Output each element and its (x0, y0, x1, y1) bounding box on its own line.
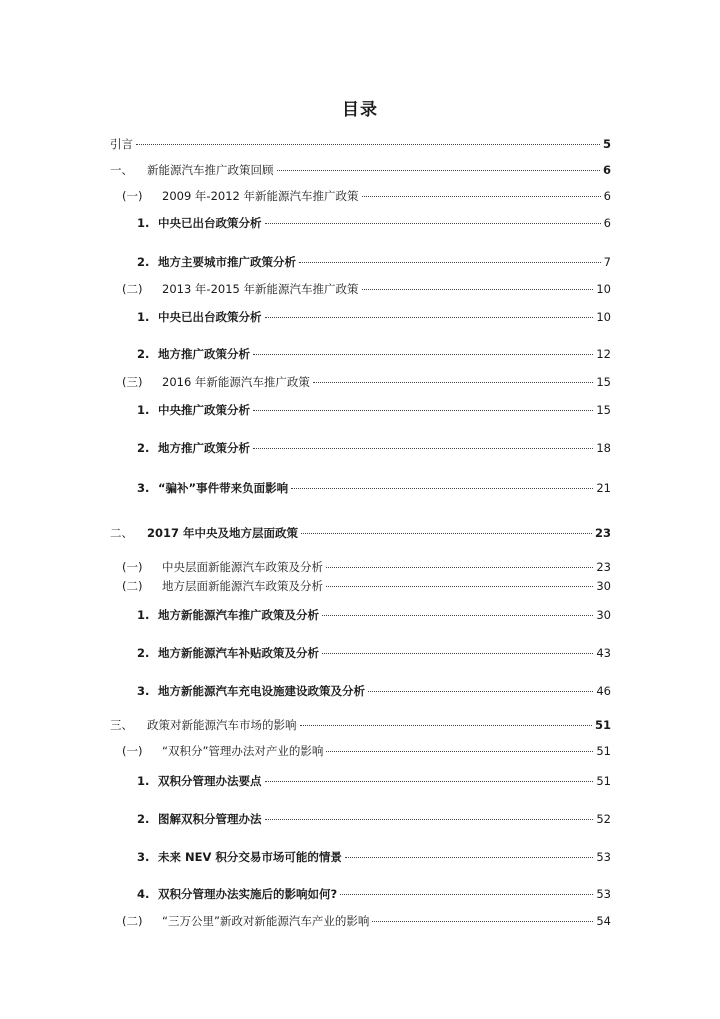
dot-leader (136, 144, 600, 145)
toc-entry-text: 中央已出台政策分析 (158, 216, 262, 230)
toc-page-number: 23 (594, 526, 611, 540)
toc-entry-text: 2009 年-2012 年新能源汽车推广政策 (162, 189, 359, 203)
document-title: 目录 (342, 100, 378, 120)
dot-leader (326, 567, 593, 568)
toc-entry-text: 中央层面新能源汽车政策及分析 (162, 560, 323, 574)
dot-leader (265, 781, 594, 782)
toc-page-number: 51 (596, 744, 611, 758)
toc-entry-subsection-2-2-3[interactable] (137, 683, 611, 699)
toc-entry-text: 地方新能源汽车充电设施建设政策及分析 (158, 684, 365, 698)
toc-page-number: 10 (596, 310, 611, 324)
dot-leader (277, 170, 600, 171)
toc-entry-chapter-3[interactable] (110, 717, 611, 733)
toc-page-number: 54 (596, 914, 611, 928)
toc-entry-number: (一) (122, 189, 143, 203)
toc-entry-number: (三) (122, 375, 143, 389)
toc-entry-number: (二) (122, 914, 143, 928)
dot-leader (340, 894, 593, 895)
toc-entry-subsection-2-2-1[interactable] (137, 607, 611, 623)
dot-leader (265, 819, 594, 820)
toc-page-number: 23 (596, 560, 611, 574)
toc-page-number: 7 (603, 255, 611, 269)
toc-page-number: 21 (596, 481, 611, 495)
toc-page-number: 6 (603, 189, 611, 203)
toc-entry-number: 一、 (110, 163, 133, 177)
toc-entry-text: 2013 年-2015 年新能源汽车推广政策 (162, 282, 359, 296)
dot-leader (265, 317, 594, 318)
toc-page-number: 53 (596, 850, 611, 864)
toc-page-number: 51 (594, 718, 611, 732)
toc-page-number: 12 (596, 347, 611, 361)
toc-page-number: 52 (596, 812, 611, 826)
toc-entry-subsection-1-3-2[interactable] (137, 440, 611, 456)
toc-entry-introduction[interactable] (110, 136, 611, 152)
toc-entry-subsection-2-2-2[interactable] (137, 645, 611, 661)
toc-entry-number: (一) (122, 744, 143, 758)
dot-leader (265, 223, 601, 224)
toc-page-number: 5 (602, 137, 611, 151)
toc-page-number: 30 (596, 608, 611, 622)
toc-entry-subsection-1-2-2[interactable] (137, 346, 611, 362)
dot-leader (253, 354, 593, 355)
dot-leader (362, 196, 601, 197)
toc-entry-subsection-1-3-3[interactable] (137, 480, 611, 496)
toc-entry-number: 2. (137, 812, 150, 826)
toc-entry-subsection-1-1-2[interactable] (137, 254, 611, 270)
toc-entry-chapter-1[interactable] (110, 162, 611, 178)
toc-page-number: 30 (596, 579, 611, 593)
toc-entry-number: 2. (137, 347, 150, 361)
toc-entry-text: 地方推广政策分析 (158, 347, 250, 361)
toc-entry-number: (二) (122, 282, 143, 296)
toc-entry-number: 3. (137, 850, 150, 864)
dot-leader (313, 382, 593, 383)
dot-leader (300, 725, 592, 726)
toc-entry-text: 地方主要城市推广政策分析 (158, 255, 296, 269)
toc-page-number: 43 (596, 646, 611, 660)
toc-entry-chapter-2[interactable] (110, 525, 611, 541)
toc-entry-subsection-1-1-1[interactable] (137, 215, 611, 231)
toc-entry-section-2-1[interactable] (122, 559, 611, 575)
toc-entry-text: 地方层面新能源汽车政策及分析 (162, 579, 323, 593)
dot-leader (253, 448, 593, 449)
dot-leader (345, 857, 593, 858)
toc-entry-section-3-1[interactable] (122, 743, 611, 759)
toc-entry-number: 1. (137, 608, 150, 622)
toc-page-number: 6 (603, 216, 611, 230)
toc-entry-number: 4. (137, 887, 150, 901)
toc-entry-section-1-3[interactable] (122, 374, 611, 390)
dot-leader (368, 691, 593, 692)
toc-entry-subsection-1-2-1[interactable] (137, 309, 611, 325)
toc-entry-section-1-1[interactable] (122, 188, 611, 204)
toc-entry-subsection-3-1-2[interactable] (137, 811, 611, 827)
toc-page-number: 51 (596, 774, 611, 788)
toc-entry-number: 二、 (110, 526, 133, 540)
toc-entry-number: 2. (137, 255, 150, 269)
dot-leader (326, 751, 593, 752)
dot-leader (372, 921, 593, 922)
toc-entry-number: 1. (137, 310, 150, 324)
toc-entry-text: 2016 年新能源汽车推广政策 (162, 375, 310, 389)
dot-leader (253, 410, 593, 411)
toc-entry-text: “三万公里”新政对新能源汽车产业的影响 (162, 914, 370, 928)
toc-page-number: 46 (596, 684, 611, 698)
toc-entry-text: 新能源汽车推广政策回顾 (147, 163, 274, 177)
toc-entry-number: (一) (122, 560, 143, 574)
toc-entry-text: 双积分管理办法要点 (158, 774, 262, 788)
toc-entry-section-1-2[interactable] (122, 281, 611, 297)
dot-leader (291, 488, 593, 489)
toc-entry-text: 中央已出台政策分析 (158, 310, 262, 324)
toc-page-number: 15 (596, 403, 611, 417)
toc-entry-number: 1. (137, 774, 150, 788)
toc-entry-text: 地方推广政策分析 (158, 441, 250, 455)
toc-entry-number: 三、 (110, 718, 133, 732)
toc-entry-text: 双积分管理办法实施后的影响如何? (158, 887, 338, 901)
toc-entry-number: 1. (137, 403, 150, 417)
toc-entry-text: 引言 (110, 137, 133, 151)
toc-entry-text: 中央推广政策分析 (158, 403, 250, 417)
toc-entry-number: 2. (137, 646, 150, 660)
toc-page-number: 18 (596, 441, 611, 455)
toc-entry-text: 2017 年中央及地方层面政策 (147, 526, 299, 540)
toc-entry-number: 3. (137, 684, 150, 698)
toc-entry-subsection-1-3-1[interactable] (137, 402, 611, 418)
toc-entry-section-2-2[interactable] (122, 578, 611, 594)
toc-page-number: 53 (596, 887, 611, 901)
toc-entry-text: 政策对新能源汽车市场的影响 (147, 718, 297, 732)
dot-leader (322, 653, 593, 654)
toc-entry-subsection-3-1-4[interactable] (137, 886, 611, 902)
dot-leader (362, 289, 594, 290)
toc-entry-subsection-3-1-1[interactable] (137, 773, 611, 789)
dot-leader (301, 533, 592, 534)
toc-entry-text: 图解双积分管理办法 (158, 812, 262, 826)
toc-entry-text: 地方新能源汽车推广政策及分析 (158, 608, 319, 622)
toc-page-number: 10 (596, 282, 611, 296)
dot-leader (299, 262, 601, 263)
toc-entry-number: 2. (137, 441, 150, 455)
toc-page-number: 15 (596, 375, 611, 389)
toc-entry-text: 地方新能源汽车补贴政策及分析 (158, 646, 319, 660)
toc-page-number: 6 (602, 163, 611, 177)
dot-leader (322, 615, 593, 616)
toc-entry-number: 1. (137, 216, 150, 230)
dot-leader (326, 586, 593, 587)
toc-entry-text: 未来 NEV 积分交易市场可能的情景 (158, 850, 342, 864)
toc-entry-text: “骗补”事件带来负面影响 (158, 481, 289, 495)
toc-entry-number: (二) (122, 579, 143, 593)
toc-entry-number: 3. (137, 481, 150, 495)
toc-entry-text: “双积分”管理办法对产业的影响 (162, 744, 324, 758)
toc-entry-section-3-2[interactable] (122, 913, 611, 929)
toc-entry-subsection-3-1-3[interactable] (137, 849, 611, 865)
